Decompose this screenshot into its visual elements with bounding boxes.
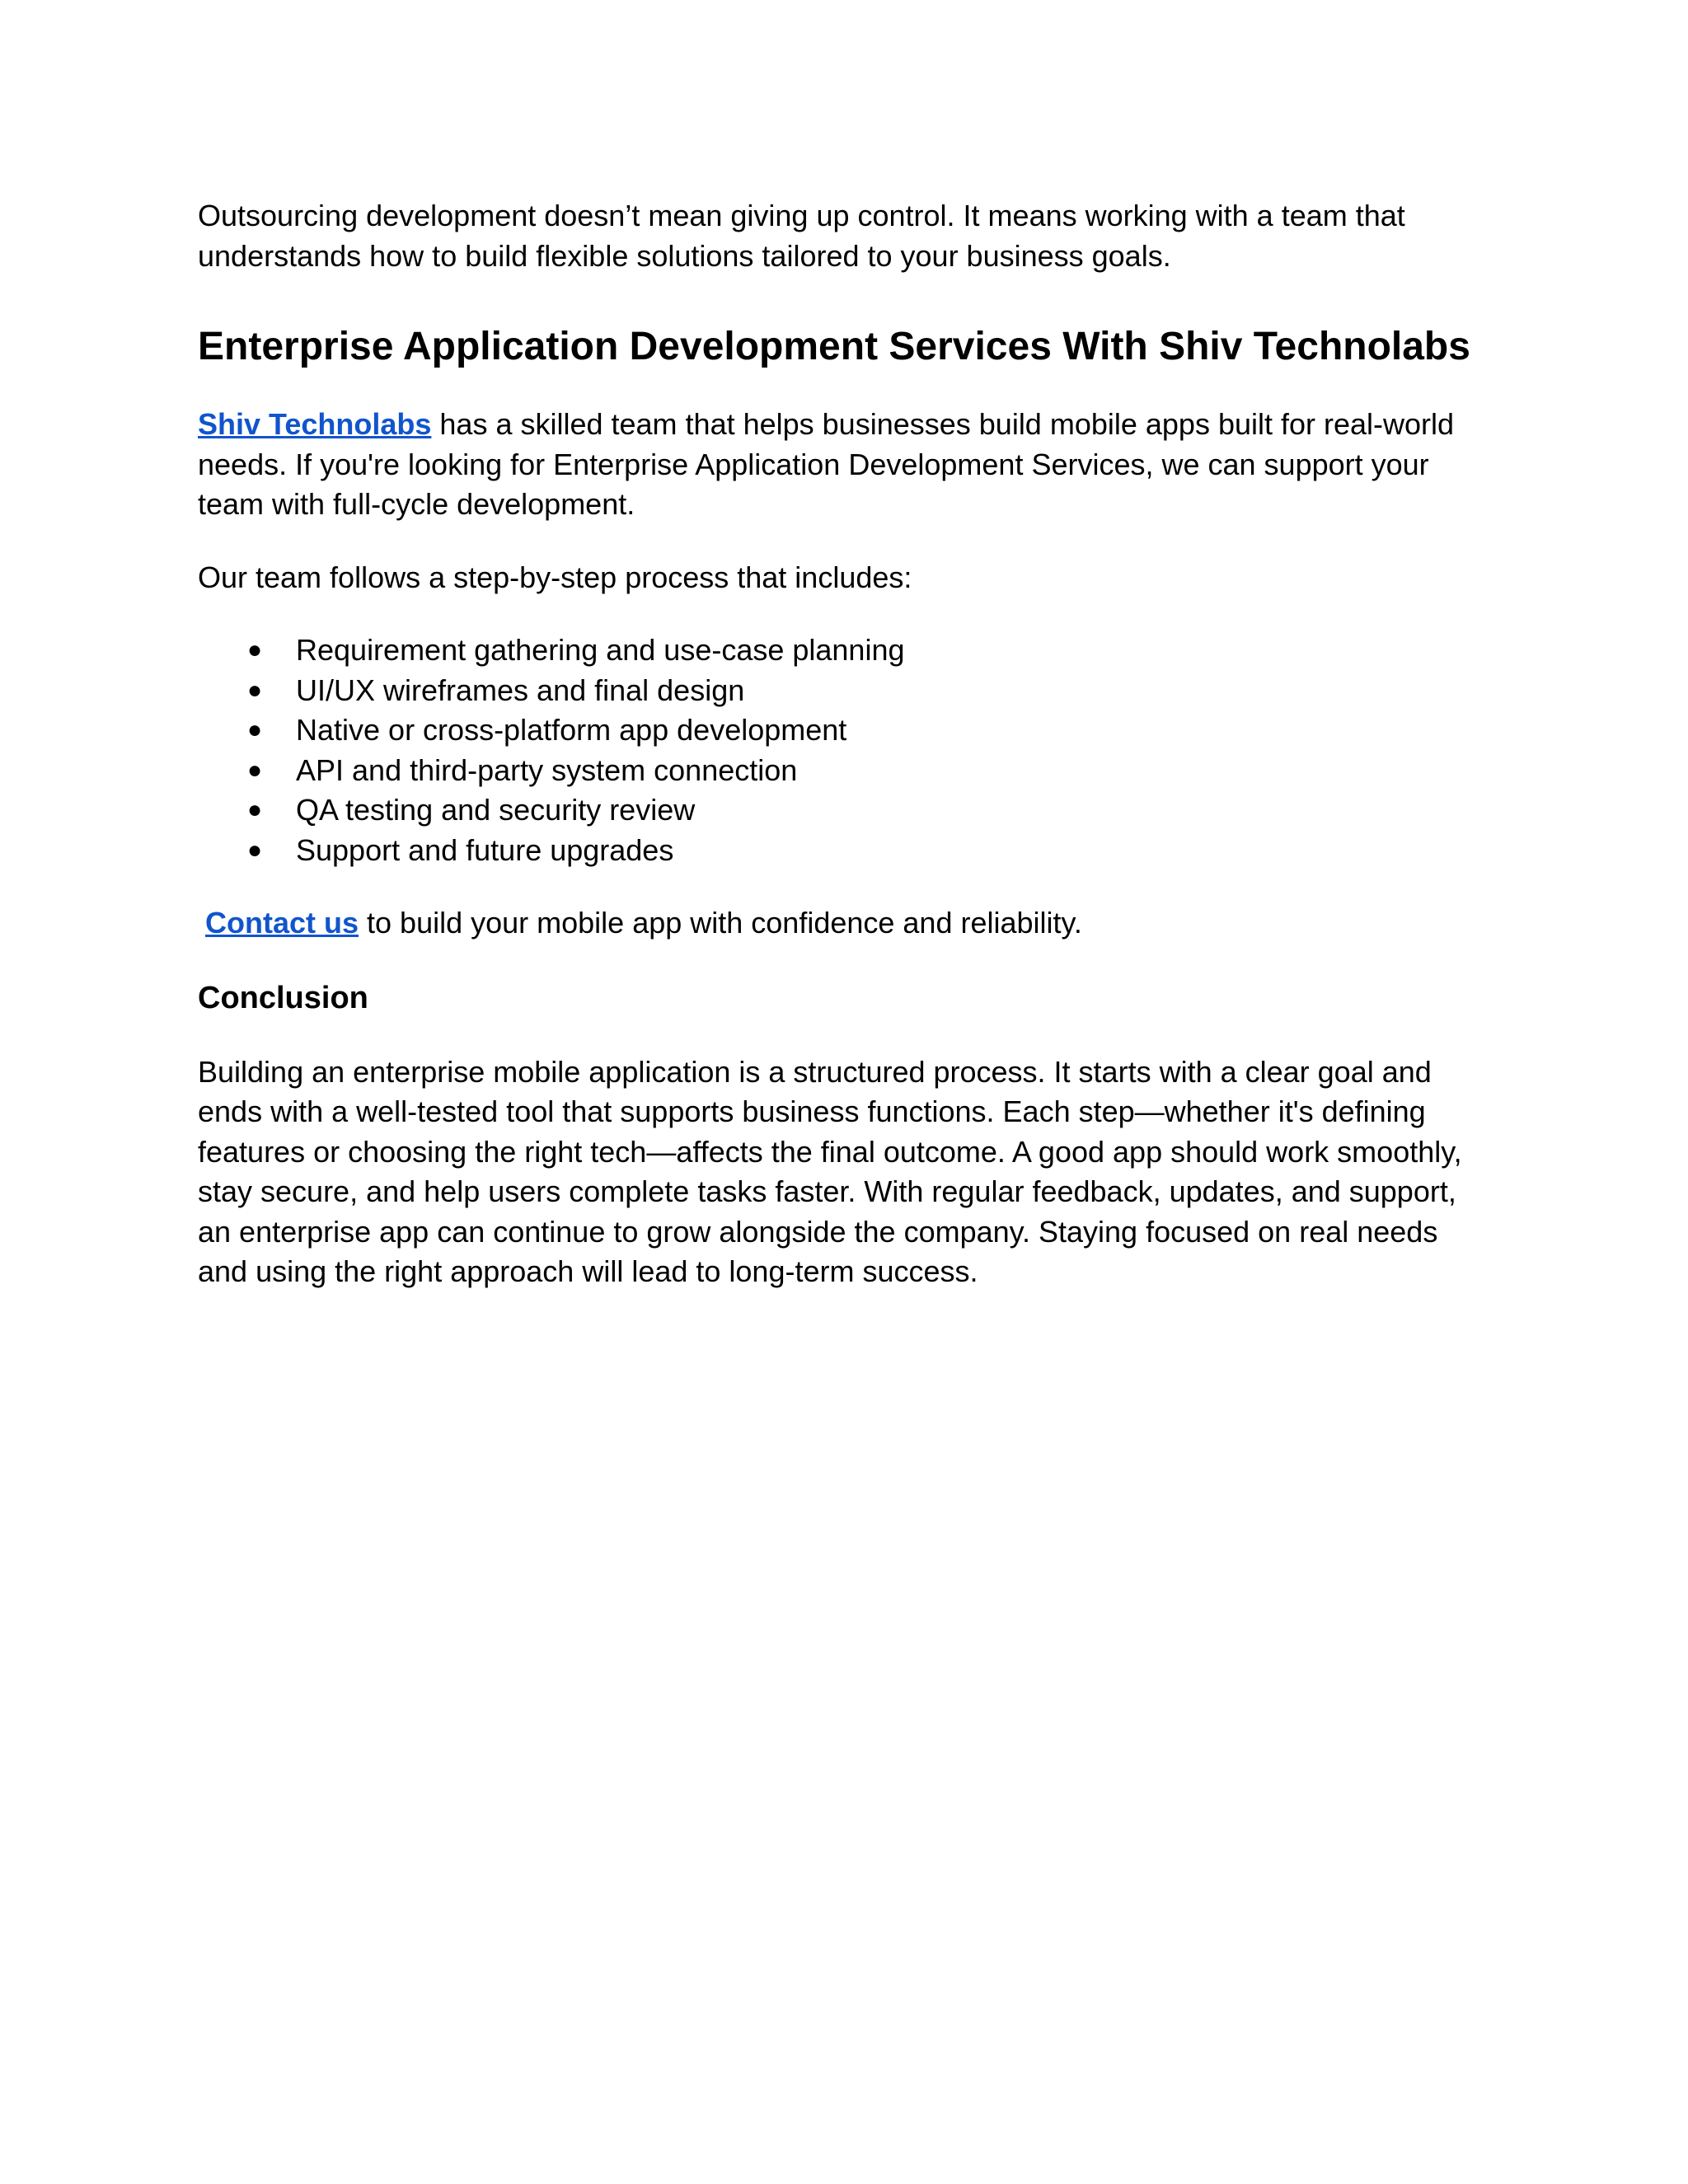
bullet-icon: ●: [247, 636, 263, 663]
list-item-text: UI/UX wireframes and final design: [296, 673, 745, 707]
list-item-text: Native or cross-platform app development: [296, 713, 847, 747]
bullet-icon: ●: [247, 716, 263, 743]
intro-line-2: understands how to build flexible solutions tailored to your business goals.: [198, 238, 1171, 273]
process-steps-list: [198, 630, 1508, 870]
contact-paragraph: [198, 903, 1508, 944]
process-intro: Our team follows a step-by-step process that includes:: [198, 560, 912, 594]
contact-paragraph-text: to build your mobile app with confidence and reliability.: [359, 906, 1082, 940]
conclusion-line: stay secure, and help users complete tasks faster. With regular feedback, updates, and support,: [198, 1174, 1456, 1208]
conclusion-paragraph: [198, 1052, 1508, 1292]
list-item-text: API and third-party system connection: [296, 752, 798, 787]
contact-us-link[interactable]: Contact us: [205, 906, 359, 940]
list-item: [198, 831, 1508, 871]
list-item: [198, 630, 1508, 671]
bullet-icon: ●: [247, 756, 263, 784]
shiv-paragraph-line-2: needs. If you're looking for Enterprise Application Development Services, we can support your: [198, 447, 1429, 481]
intro-line-1: Outsourcing development doesn’t mean giving up control. It means working with a team that: [198, 199, 1405, 232]
list-item: [198, 790, 1508, 831]
intro-paragraph: [198, 196, 1508, 276]
shiv-technolabs-paragraph: [198, 405, 1508, 525]
conclusion-line: and using the right approach will lead to long-term success.: [198, 1254, 978, 1288]
section-heading: Enterprise Application Development Services With Shiv Technolabs: [198, 325, 1470, 368]
bullet-icon: ●: [247, 676, 263, 704]
conclusion-line: an enterprise app can continue to grow alongside the company. Staying focused on real needs: [198, 1214, 1438, 1249]
list-item: [198, 751, 1508, 791]
list-item: [198, 671, 1508, 711]
conclusion-heading: Conclusion: [198, 980, 368, 1015]
conclusion-line: features or choosing the right tech—affects the final outcome. A good app should work smoothly,: [198, 1134, 1462, 1169]
conclusion-line: Building an enterprise mobile application is a structured process. It starts with a clear goal and: [198, 1054, 1432, 1089]
shiv-paragraph-line-3: team with full-cycle development.: [198, 487, 635, 521]
list-item-text: Support and future upgrades: [296, 832, 674, 867]
shiv-paragraph-line-1: has a skilled team that helps businesses build mobile apps built for real-world: [431, 407, 1455, 441]
document-page: [198, 196, 1508, 1292]
list-item-text: QA testing and security review: [296, 793, 696, 827]
list-item-text: Requirement gathering and use-case planning: [296, 633, 905, 667]
shiv-technolabs-link[interactable]: Shiv Technolabs: [198, 407, 432, 441]
bullet-icon: ●: [247, 796, 263, 823]
list-item: [198, 710, 1508, 751]
conclusion-line: ends with a well-tested tool that supports business functions. Each step—whether it's defining: [198, 1094, 1426, 1128]
bullet-icon: ●: [247, 836, 263, 864]
